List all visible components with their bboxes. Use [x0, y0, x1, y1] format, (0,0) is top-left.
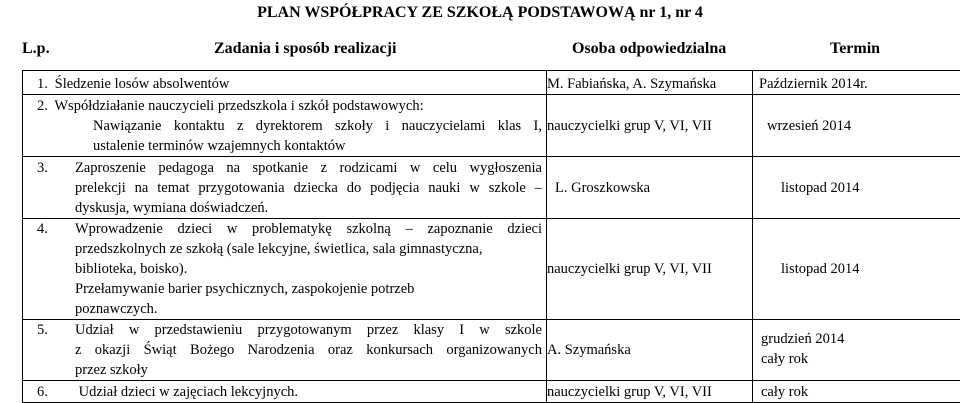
- term-text: listopad 2014: [781, 261, 960, 277]
- row-number: 3.: [37, 158, 75, 178]
- term-cell: [753, 320, 960, 381]
- task-cell: [23, 219, 547, 320]
- task-text: przedszkolnych ze szkołą (sale lekcyjne, świetlica, sala gimnastyczna,: [75, 239, 542, 259]
- table-row: [23, 71, 960, 95]
- person-text: nauczycielki grup V, VI, VII: [547, 382, 752, 402]
- person-text: A. Szymańska: [547, 342, 752, 358]
- header-task: Zadania i sposób realizacji: [214, 40, 396, 58]
- header-term: Termin: [830, 40, 880, 58]
- person-text: M. Fabiańska, A. Szymańska: [547, 74, 752, 94]
- term-text: listopad 2014: [781, 180, 960, 196]
- task-text: poznawczych.: [75, 299, 542, 319]
- task-line: [37, 96, 542, 116]
- header-lp: L.p.: [22, 40, 50, 58]
- person-text: nauczycielki grup V, VI, VII: [547, 118, 752, 134]
- row-number: 4.: [37, 219, 75, 239]
- task-text: Wprowadzenie dzieci w problematykę szkolną – zapoznanie dzieci: [75, 219, 542, 239]
- task-line: [37, 382, 546, 402]
- person-cell: [547, 320, 753, 381]
- task-text: dyskusja, wymiana doświadczeń.: [75, 198, 542, 218]
- task-cell: [23, 95, 547, 157]
- term-text: cały rok: [761, 351, 960, 369]
- row-number: 2.: [37, 96, 51, 116]
- row-number: 1.: [37, 74, 51, 94]
- term-text: cały rok: [761, 382, 960, 402]
- task-text: prelekcji na temat przygotowania dziecka do podjęcia nauki w szkole –: [75, 178, 542, 198]
- task-line: [37, 219, 542, 239]
- term-text: Październik 2014r.: [759, 74, 960, 94]
- task-line: [37, 74, 546, 94]
- task-text: Zaproszenie pedagoga na spotkanie z rodzicami w celu wygłoszenia: [75, 158, 542, 178]
- row-number: 6.: [37, 382, 75, 402]
- task-cell: [23, 71, 547, 95]
- term-cell: [753, 71, 960, 95]
- task-text: Udział dzieci w zajęciach lekcyjnych.: [79, 384, 298, 400]
- term-cell: [753, 95, 960, 157]
- header-person: Osoba odpowiedzialna: [572, 40, 726, 58]
- person-cell: [547, 71, 753, 95]
- person-cell: [547, 219, 753, 320]
- task-text: Nawiązanie kontaktu z dyrektorem szkoły i nauczycielami klas I,: [93, 116, 542, 136]
- term-cell: [753, 219, 960, 320]
- task-text: Udział w przedstawieniu przygotowanym przez klasy I w szkole: [75, 320, 542, 340]
- task-text: Śledzenie losów absolwentów: [55, 76, 230, 92]
- person-cell: [547, 157, 753, 219]
- task-cell: [23, 157, 547, 219]
- table-row: [23, 157, 960, 219]
- term-text: grudzień 2014: [761, 331, 960, 351]
- term-text: wrzesień 2014: [767, 118, 960, 134]
- person-text: nauczycielki grup V, VI, VII: [547, 261, 752, 277]
- task-cell: [23, 320, 547, 381]
- task-line: [37, 320, 542, 340]
- term-cell: [753, 381, 960, 403]
- term-cell: [753, 157, 960, 219]
- page-title: PLAN WSPÓŁPRACY ZE SZKOŁĄ PODSTAWOWĄ nr 1, nr 4: [0, 4, 960, 22]
- person-cell: [547, 381, 753, 403]
- task-cell: [23, 381, 547, 403]
- task-text: ustalenie terminów wzajemnych kontaktów: [93, 136, 542, 156]
- person-cell: [547, 95, 753, 157]
- task-text: przez szkoły: [75, 360, 542, 380]
- task-text: Przełamywanie barier psychicznych, zaspokojenie potrzeb: [75, 279, 542, 299]
- task-text: Współdziałanie nauczycieli przedszkola i szkół podstawowych:: [54, 98, 423, 114]
- table-row: [23, 95, 960, 157]
- table-row: [23, 219, 960, 320]
- person-text: L. Groszkowska: [555, 180, 752, 196]
- table-row: [23, 381, 960, 403]
- cooperation-table: [22, 70, 960, 403]
- table-row: [23, 320, 960, 381]
- task-text: z okazji Świąt Bożego Narodzenia oraz konkursach organizowanych: [75, 340, 542, 360]
- row-number: 5.: [37, 320, 75, 340]
- task-line: [37, 158, 542, 178]
- task-text: biblioteka, boisko).: [75, 259, 542, 279]
